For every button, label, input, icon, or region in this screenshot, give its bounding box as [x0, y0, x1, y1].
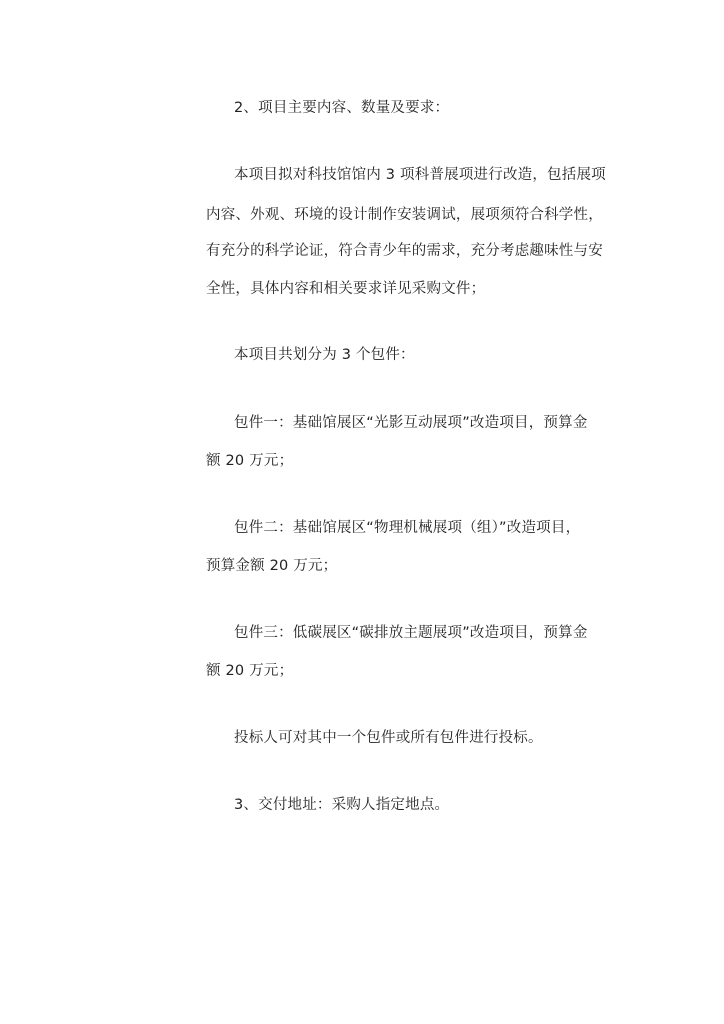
- intro-line-4: 全性，具体内容和相关要求详见采购文件；: [206, 281, 486, 297]
- package-3-line-1: 包件三：低碳展区“碳排放主题展项”改造项目，预算金: [234, 625, 588, 641]
- package-2-line-1: 包件二：基础馆展区“物理机械展项（组）”改造项目，: [234, 520, 581, 536]
- packages-intro: 本项目共划分为 3 个包件：: [234, 347, 415, 363]
- package-3-line-2: 额 20 万元；: [206, 663, 294, 679]
- section-heading-3: 3、交付地址：采购人指定地点。: [234, 797, 450, 813]
- package-1-line-1: 包件一：基础馆展区“光影互动展项”改造项目，预算金: [234, 415, 588, 431]
- package-2-line-2: 预算金额 20 万元；: [206, 558, 338, 574]
- intro-line-3: 有充分的科学论证，符合青少年的需求，充分考虑趣味性与安: [206, 243, 603, 259]
- intro-line-2: 内容、外观、环境的设计制作安装调试，展项须符合科学性，: [206, 207, 603, 223]
- package-1-line-2: 额 20 万元；: [206, 453, 294, 469]
- section-heading-2: 2、项目主要内容、数量及要求：: [234, 100, 450, 116]
- bidding-note: 投标人可对其中一个包件或所有包件进行投标。: [234, 730, 543, 746]
- intro-line-1: 本项目拟对科技馆馆内 3 项科普展项进行改造，包括展项: [234, 167, 606, 183]
